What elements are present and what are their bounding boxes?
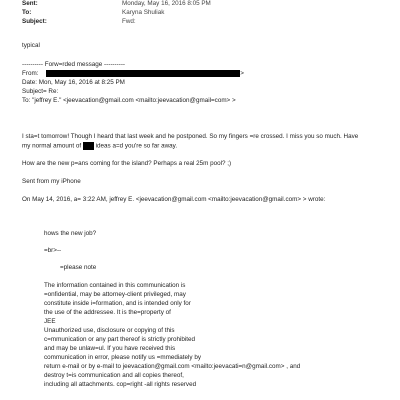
disclaimer-line: including all attachments. cop=right -all rights reserved [44,381,197,388]
subject-label: Subject: [22,18,47,25]
disclaimer-line: The information contained in this communication is [44,282,186,289]
fwd-to-line: To: "jeffrey E." <jeevacation@gmail.com <mailto:jeevacation@gmail=com> > [22,97,236,104]
subject-value: Fwd: [122,18,136,25]
quoted-question: hows the new job? [44,230,97,237]
fwd-subject-line: Subject= Re: [22,88,59,95]
message-line-2b: ideas a=d you're so far away. [95,142,178,150]
redaction-bar [83,142,94,150]
date-line: Date: Mon, May 16, 2016 at 8:25 PM [22,79,125,86]
disclaimer-line: c=mmunication or any part thereof is strictly prohibited [44,336,196,343]
to-value: Karyna Shuliak [122,9,165,16]
disclaimer-line: JEE [44,318,56,325]
to-label: To: [22,9,32,16]
message-line-2 [22,142,177,151]
disclaimer-line: and may be unlaw=ul. If you have received this [44,345,176,352]
intro-text: typical [22,42,40,49]
quote-header: On May 14, 2016, a= 3:22 AM, jeffrey E. <jeevacation@gmail.com <mailto:jeevacation@gmail.com> > wrote: [22,196,326,203]
disclaimer-line: constitute inside i=formation, and is intended only for [44,300,191,307]
message-line-1: I sta=t tomorrow! Though I heard that last week and he postponed. So my fingers =re crossed. I miss you so much. Have [22,133,359,140]
disclaimer-line: =onfidential, may be attorney-client privileged, may [44,291,186,298]
from-label: From: [22,70,39,78]
sent-label: Sent: [22,0,38,7]
forward-marker: ---------- Forw=rded message ---------- [22,61,126,68]
disclaimer-line: Unauthorized use, disclosure or copying of this [44,327,175,334]
from-trail: > [240,70,244,78]
sent-from-line: Sent from my iPhone [22,178,81,185]
br-tag: =br>-- [44,247,62,254]
sent-value: Monday, May 16, 2016 8:05 PM [122,0,211,7]
disclaimer-line: the use of the addressee. It is the=property of [44,309,171,316]
redaction-bar [46,70,240,77]
disclaimer-line: communication in error, please notify us =mmediately by [44,354,201,361]
disclaimer-line: destroy t=is communication and all copies thereof, [44,372,184,379]
disclaimer-line: return e-mail or by e-mail to jeevacation@gmail.com <mailto:jeevacati=n@gmail.com> , and [44,363,301,370]
please-note: =please note [60,264,97,271]
message-line-2a: my normal amount of [22,142,82,150]
from-line [22,70,244,78]
island-line: How are the new p=ans coming for the island? Perhaps a real 25m pool? ;) [22,160,232,167]
